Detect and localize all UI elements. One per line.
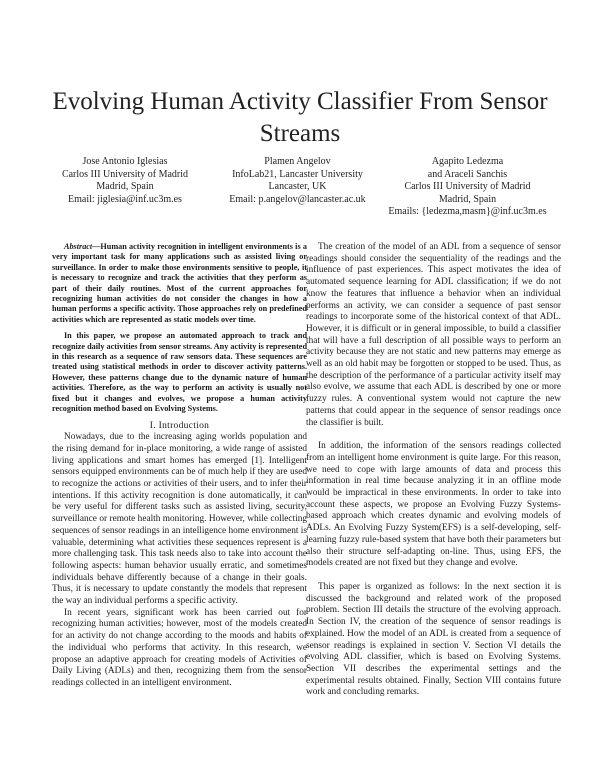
abstract-paragraph-1 <box>52 242 307 325</box>
author-affiliation: Carlos III University of Madrid <box>61 168 189 180</box>
paper-title: Evolving Human Activity Classifier From Sensor Streams <box>52 88 548 147</box>
body-paragraph: The creation of the model of an ADL from a sequence of sensor readings should consider the sequentiality of the readings and the influence of past experiences. This aspect motivates the idea of automated sequence learning for ADL classification; if we do not know the features that influence a behavior when an individual performs an activity, we can consider a sequence of past sensor readings to incorporate some of the historical context of that ADL. However, it is difficult or in general impossible, to build a classifier that will have a full description of all possible ways to perform an activity because they are not static and new patterns may emerge as well as an old habit may be forgotten or stopped to be used. Thus, as the description of the performance of a particular activity itself may also evolve, we assume that each ADL is described by one or more fuzzy rules. A conventional system would not capture the new patterns that could appear in the sequence of sensor readings once the classifier is built. <box>306 242 561 428</box>
abstract-text: —Human activity recognition in intelligent environments is a very important task for many applications such as assisted living or surveillance. In order to make those environments sensitive to people, it is necessary to recognize and track the activities that they perform as part of their daily routines. Most of the current approaches for recognizing human activities do not consider the changes in how a human performs a specific activity. Those approaches rely on predefined activities which are represented as static models over time. <box>52 242 307 324</box>
author-location: Madrid, Spain <box>438 193 497 205</box>
body-paragraph: This paper is organized as follows: In the next section it is discussed the background and related work of the proposed problem. Section III details the structure of the evolving approach. In Section IV, the creation of the sequence of sensor readings is explained. How the model of an ADL is created from a sequence of sensor readings is explained in section V. Section VI details the evolving ADL classifier, which is based on Evolving Systems. Section VII describes the experimental settings and the experimental results obtained. Finally, Section VIII contains future work and concluding remarks. <box>306 581 561 698</box>
author-name: Jose Antonio Iglesias <box>82 156 168 167</box>
author-email: Email: jiglesia@inf.uc3m.es <box>68 193 182 205</box>
author-location: Lancaster, UK <box>268 181 327 192</box>
author-affiliation: Carlos III University of Madrid <box>404 181 531 192</box>
abstract-paragraph-2: In this paper, we propose an automated approach to track and recognize daily activities from sensor streams. Any activity is represented in this research as a sequence of raw sensors data. These sequences are treated using statistical methods in order to discover activity patterns. However, these patterns change due to the dynamic nature of human activities. Therefore, as the way to perform an activity is usually not fixed but it changes and evolves, we propose a human activity recognition method based on Evolving Systems. <box>52 331 307 414</box>
abstract <box>52 242 307 415</box>
body-paragraph: In recent years, significant work has been carried out for recognizing human activities; however, most of the models created for an activity do not change according to the moods and habits of the individual who performs that activity. In this research, we propose an adaptive approach for creating models of Activities of Daily Living (ADLs) and then, recognizing them from the sensor readings collected in an intelligent environment. <box>52 607 307 688</box>
author-name: Plamen Angelov <box>264 156 331 167</box>
author-email: Emails: {ledezma,masm}@inf.uc3m.es <box>388 206 547 217</box>
abstract-label: Abstract <box>64 242 93 251</box>
author-affiliation: InfoLab21, Lancaster University <box>232 168 363 180</box>
author-name-continued: and Araceli Sanchis <box>427 168 508 180</box>
body-paragraph: Nowadays, due to the increasing aging worlds population and the rising demand for in-place monitoring, a wide range of assisted living applications and smart homes has emerged [1]. Intelligent sensors equipped environments can be of much help if they are used to recognize the actions or activities of their users, and to infer their intentions. If this activity recognition is done automatically, it can be very useful for different tasks such as assisted living, security, surveillance or remote health monitoring. However, while collecting sequences of sensor readings in an intelligence home environment is valuable, determining what activities these sequences represent is a more challenging task. This task needs also to take into account the following aspects: human behavior usually erratic, and sometimes individuals behave differently because of a change in their goals. Thus, it is necessary to update constantly the models that represent the way an individual performs a specific activity. <box>52 432 307 607</box>
section-heading: I. Introduction <box>149 420 210 431</box>
body-paragraph: In addition, the information of the sensors readings collected from an intelligent home environment is quite large. For this reason, we need to cope with large amounts of data and process this information in real time because analyzing it in an offline mode would be impractical in these environments. In order to take into account these aspects, we propose an Evolving Fuzzy Systems-based approach which creates dynamic and evolving models of ADLs. An Evolving Fuzzy System(EFS) is a self-developing, self-learning fuzzy rule-based system that have both their parameters but also their structure self-adapting on-line. Thus, using EFS, the models created are not fixed but they change and evolve. <box>306 441 561 569</box>
author-email: Email: p.angelov@lancaster.ac.uk <box>229 193 366 205</box>
author-name: Agapito Ledezma <box>431 156 504 167</box>
left-column <box>52 242 307 690</box>
right-column <box>306 242 561 699</box>
author-block-2 <box>210 156 385 206</box>
author-block-1 <box>40 156 210 206</box>
author-location: Madrid, Spain <box>96 181 154 192</box>
author-block-3 <box>375 156 560 219</box>
